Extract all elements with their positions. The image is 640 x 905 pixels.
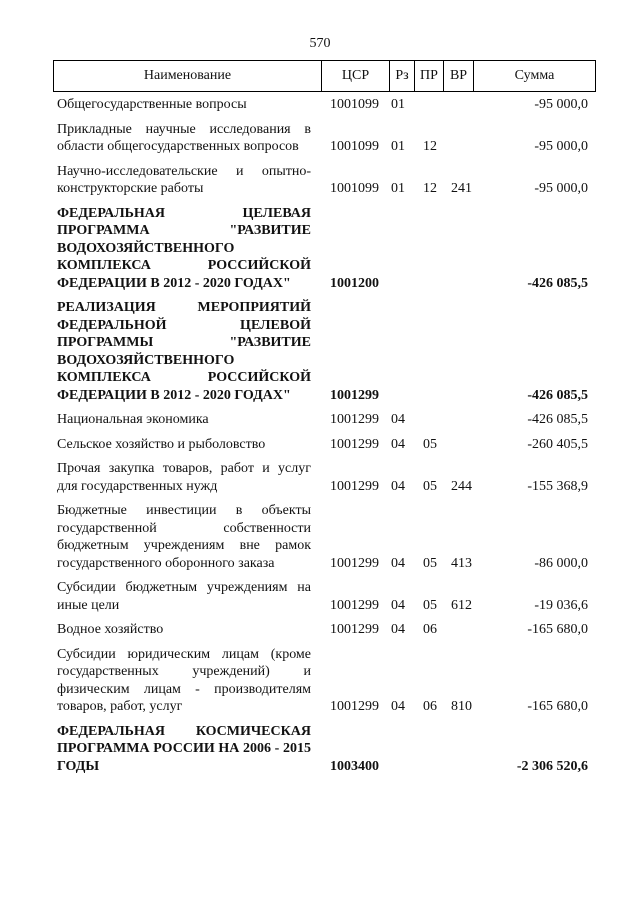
row-sum: -426 085,5 xyxy=(527,387,588,403)
row-pr: 06 xyxy=(423,699,437,714)
header-pr: ПР xyxy=(420,68,438,83)
row-code: 1001299 xyxy=(330,699,379,714)
row-name: РЕАЛИЗАЦИЯ МЕРОПРИЯТИЙ ФЕДЕРАЛЬНОЙ ЦЕЛЕВОЙ ПРОГРАММЫ "РАЗВИТИЕ ВОДОХОЗЯЙСТВЕННОГО КОМПЛЕКСА РОССИЙСКОЙ ФЕДЕРАЦИИ В 2012 - 2020 ГОДАХ" xyxy=(57,300,311,403)
row-vr: 810 xyxy=(451,699,472,714)
table-row xyxy=(53,436,596,454)
row-code: 1001299 xyxy=(330,436,379,452)
row-name: Водное хозяйство xyxy=(57,622,164,637)
row-code: 1001099 xyxy=(330,181,379,196)
row-name: Сельское хозяйство и рыболовство xyxy=(57,436,266,452)
row-sum: -165 680,0 xyxy=(527,699,588,714)
row-sum: -426 085,5 xyxy=(527,275,588,291)
row-pr: 05 xyxy=(423,555,437,571)
row-rz: 04 xyxy=(391,436,405,452)
table-row xyxy=(53,411,596,429)
row-code: 1003400 xyxy=(330,758,379,774)
row-name: ФЕДЕРАЛЬНАЯ КОСМИЧЕСКАЯ ПРОГРАММА РОССИИ НА 2006 - 2015 ГОДЫ xyxy=(57,723,311,774)
table-row xyxy=(53,621,596,639)
row-pr: 12 xyxy=(423,181,437,196)
row-vr: 244 xyxy=(451,478,472,494)
row-name: Прикладные научные исследования в области общегосударственных вопросов xyxy=(57,121,311,154)
row-pr: 06 xyxy=(423,622,437,637)
row-sum: -2 306 520,6 xyxy=(516,758,588,774)
row-code: 1001299 xyxy=(330,387,379,403)
row-code: 1001299 xyxy=(330,412,379,427)
row-name: Научно-исследовательские и опытно-конструкторские работы xyxy=(57,163,311,196)
row-rz: 04 xyxy=(391,597,405,613)
row-code: 1001299 xyxy=(330,597,379,613)
row-rz: 01 xyxy=(391,97,405,112)
row-rz: 04 xyxy=(391,699,405,714)
row-vr: 612 xyxy=(451,597,472,613)
table-row xyxy=(53,96,596,114)
row-vr: 241 xyxy=(451,181,472,196)
row-rz: 01 xyxy=(391,139,405,154)
table-row xyxy=(53,205,596,293)
row-sum: -19 036,6 xyxy=(534,597,588,613)
row-name: Прочая закупка товаров, работ и услуг для государственных нужд xyxy=(57,461,311,494)
header-name: Наименование xyxy=(143,68,232,83)
table-row xyxy=(53,299,596,404)
row-name: ФЕДЕРАЛЬНАЯ ЦЕЛЕВАЯ ПРОГРАММА "РАЗВИТИЕ ВОДОХОЗЯЙСТВЕННОГО КОМПЛЕКСА РОССИЙСКОЙ ФЕДЕРАЦИИ В 2012 - 2020 ГОДАХ" xyxy=(57,205,311,291)
row-rz: 04 xyxy=(391,622,405,637)
row-sum: -426 085,5 xyxy=(527,412,588,427)
row-rz: 04 xyxy=(391,412,405,427)
table-row xyxy=(53,460,596,495)
row-sum: -86 000,0 xyxy=(534,555,588,571)
header-rz: Рз xyxy=(395,68,409,83)
table-row xyxy=(53,646,596,716)
table-row xyxy=(53,121,596,156)
row-pr: 12 xyxy=(423,139,437,154)
header-vr: ВР xyxy=(449,68,468,83)
row-rz: 04 xyxy=(391,478,405,494)
row-sum: -95 000,0 xyxy=(534,97,588,112)
row-pr: 05 xyxy=(423,597,437,613)
table-row xyxy=(53,502,596,572)
table-row xyxy=(53,163,596,198)
row-sum: -155 368,9 xyxy=(527,478,588,494)
row-code: 1001299 xyxy=(330,555,379,571)
table-body xyxy=(53,96,596,775)
header-divider xyxy=(595,60,596,92)
header-csr: ЦСР xyxy=(341,68,370,83)
header-sum: Сумма xyxy=(514,68,555,83)
row-name: Национальная экономика xyxy=(57,412,209,427)
row-rz: 04 xyxy=(391,555,405,571)
table-row xyxy=(53,723,596,776)
row-sum: -95 000,0 xyxy=(534,181,588,196)
row-name: Субсидии бюджетным учреждениям на иные цели xyxy=(57,580,311,613)
row-pr: 05 xyxy=(423,436,437,452)
row-sum: -95 000,0 xyxy=(534,139,588,154)
table-row xyxy=(53,579,596,614)
row-name: Бюджетные инвестиции в объекты государственной собственности бюджетным учреждениям вне рамок государственного оборонного заказа xyxy=(57,503,311,571)
row-rz: 01 xyxy=(391,181,405,196)
table-header xyxy=(53,60,596,92)
row-name: Субсидии юридическим лицам (кроме государственных учреждений) и физическим лицам - производителям товаров, работ, услуг xyxy=(57,646,311,714)
row-code: 1001099 xyxy=(330,139,379,154)
page-number: 570 xyxy=(309,36,331,51)
row-code: 1001299 xyxy=(330,622,379,637)
row-sum: -260 405,5 xyxy=(527,436,588,452)
row-code: 1001200 xyxy=(330,275,379,291)
row-code: 1001099 xyxy=(330,97,379,112)
row-vr: 413 xyxy=(451,555,472,571)
row-name: Общегосударственные вопросы xyxy=(57,97,247,112)
row-pr: 05 xyxy=(423,478,437,494)
row-sum: -165 680,0 xyxy=(527,622,588,637)
row-code: 1001299 xyxy=(330,478,379,494)
